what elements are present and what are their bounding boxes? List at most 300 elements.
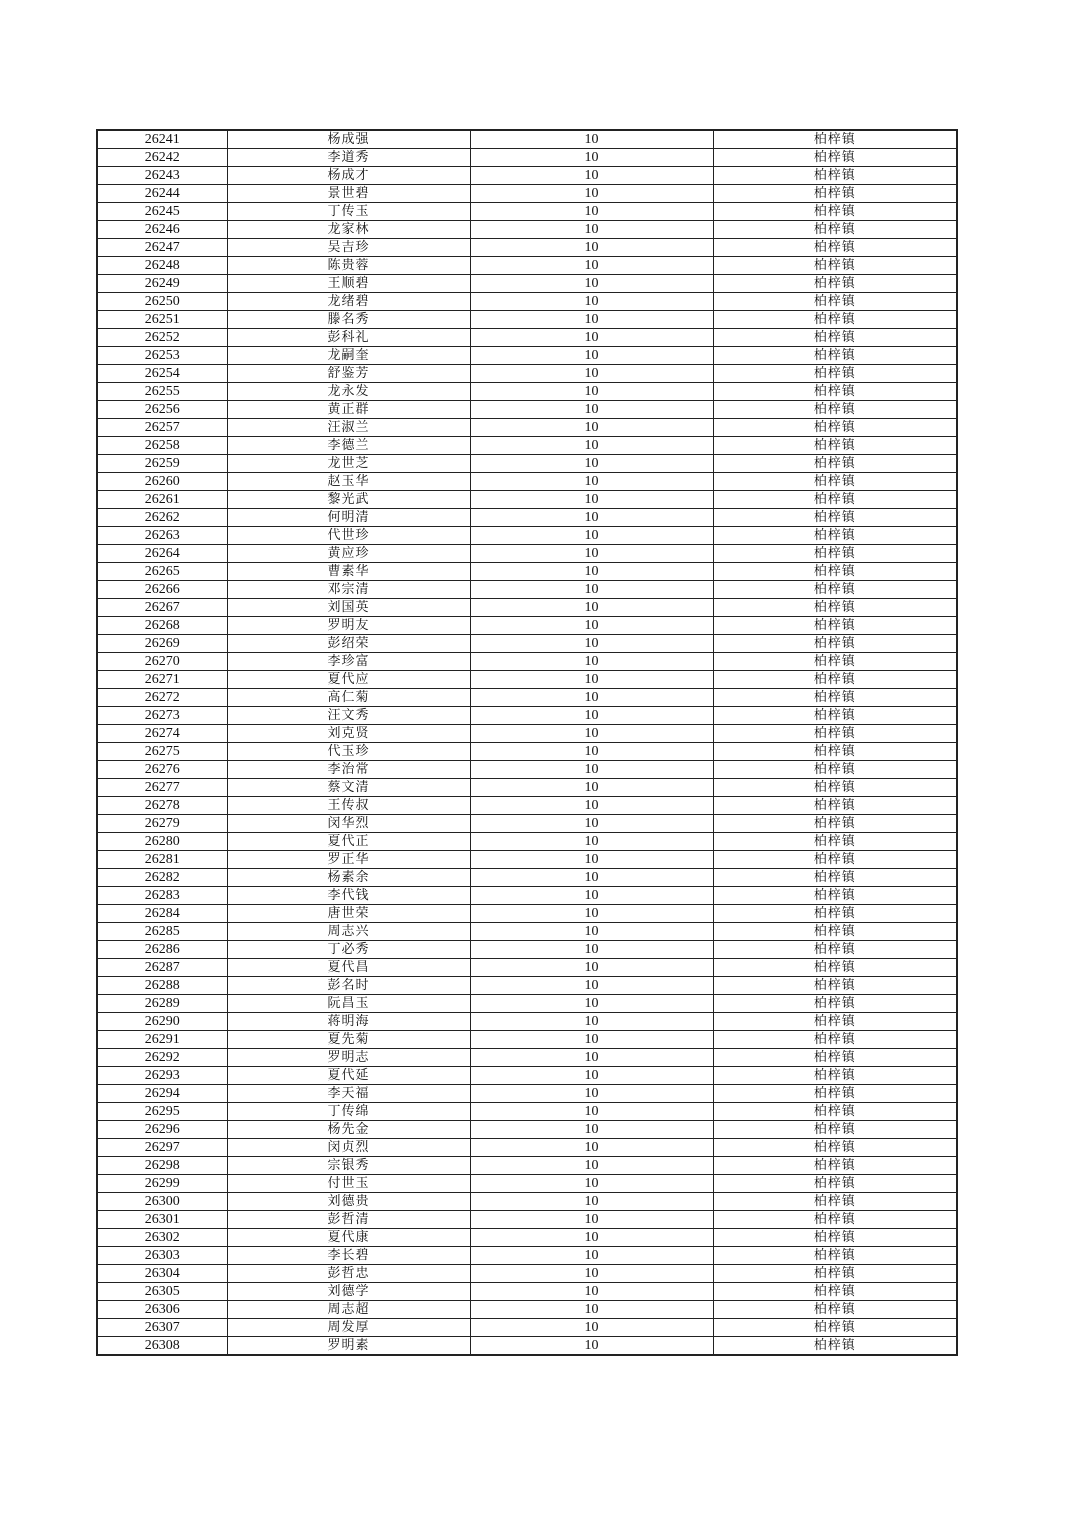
row-amount-cell: 10: [470, 1247, 713, 1265]
table-row: [97, 1067, 957, 1085]
row-amount-cell: 10: [470, 347, 713, 365]
row-name-cell: 代世珍: [227, 527, 470, 545]
row-amount-cell: 10: [470, 509, 713, 527]
row-town-cell: 柏梓镇: [713, 419, 957, 437]
row-id-cell: 26308: [97, 1337, 227, 1356]
row-amount-cell: 10: [470, 527, 713, 545]
row-id-cell: 26293: [97, 1067, 227, 1085]
row-amount-cell: 10: [470, 239, 713, 257]
table-row: [97, 761, 957, 779]
row-name-cell: 高仁菊: [227, 689, 470, 707]
row-amount-cell: 10: [470, 599, 713, 617]
row-town-cell: 柏梓镇: [713, 617, 957, 635]
table-row: [97, 1247, 957, 1265]
row-name-cell: 彭哲忠: [227, 1265, 470, 1283]
row-town-cell: 柏梓镇: [713, 635, 957, 653]
row-name-cell: 滕名秀: [227, 311, 470, 329]
row-amount-cell: 10: [470, 1121, 713, 1139]
row-name-cell: 蒋明海: [227, 1013, 470, 1031]
table-row: [97, 455, 957, 473]
row-amount-cell: 10: [470, 1013, 713, 1031]
row-town-cell: 柏梓镇: [713, 1031, 957, 1049]
row-name-cell: 杨成强: [227, 130, 470, 149]
row-name-cell: 周志超: [227, 1301, 470, 1319]
row-town-cell: 柏梓镇: [713, 1337, 957, 1356]
row-amount-cell: 10: [470, 149, 713, 167]
table-row: [97, 797, 957, 815]
row-id-cell: 26301: [97, 1211, 227, 1229]
row-name-cell: 李治常: [227, 761, 470, 779]
row-name-cell: 汪淑兰: [227, 419, 470, 437]
row-name-cell: 罗明友: [227, 617, 470, 635]
row-id-cell: 26303: [97, 1247, 227, 1265]
row-amount-cell: 10: [470, 761, 713, 779]
row-town-cell: 柏梓镇: [713, 1211, 957, 1229]
row-amount-cell: 10: [470, 311, 713, 329]
row-town-cell: 柏梓镇: [713, 1283, 957, 1301]
table-row: [97, 311, 957, 329]
row-town-cell: 柏梓镇: [713, 1121, 957, 1139]
row-id-cell: 26259: [97, 455, 227, 473]
table-row: [97, 1229, 957, 1247]
row-id-cell: 26294: [97, 1085, 227, 1103]
table-row: [97, 995, 957, 1013]
row-town-cell: 柏梓镇: [713, 1103, 957, 1121]
row-id-cell: 26256: [97, 401, 227, 419]
row-amount-cell: 10: [470, 743, 713, 761]
table-row: [97, 653, 957, 671]
row-id-cell: 26286: [97, 941, 227, 959]
row-id-cell: 26278: [97, 797, 227, 815]
table-row: [97, 1337, 957, 1356]
table-row: [97, 437, 957, 455]
row-id-cell: 26289: [97, 995, 227, 1013]
row-amount-cell: 10: [470, 130, 713, 149]
row-id-cell: 26292: [97, 1049, 227, 1067]
row-town-cell: 柏梓镇: [713, 653, 957, 671]
row-name-cell: 黄应珍: [227, 545, 470, 563]
row-town-cell: 柏梓镇: [713, 887, 957, 905]
row-town-cell: 柏梓镇: [713, 1319, 957, 1337]
row-amount-cell: 10: [470, 185, 713, 203]
row-town-cell: 柏梓镇: [713, 995, 957, 1013]
row-id-cell: 26248: [97, 257, 227, 275]
row-town-cell: 柏梓镇: [713, 581, 957, 599]
row-name-cell: 代玉珍: [227, 743, 470, 761]
table-row: [97, 1139, 957, 1157]
table-row: [97, 1265, 957, 1283]
table-row: [97, 293, 957, 311]
table-row: [97, 923, 957, 941]
row-town-cell: 柏梓镇: [713, 365, 957, 383]
row-town-cell: 柏梓镇: [713, 347, 957, 365]
row-amount-cell: 10: [470, 617, 713, 635]
table-row: [97, 1175, 957, 1193]
row-amount-cell: 10: [470, 635, 713, 653]
row-town-cell: 柏梓镇: [713, 473, 957, 491]
row-town-cell: 柏梓镇: [713, 779, 957, 797]
row-id-cell: 26258: [97, 437, 227, 455]
row-town-cell: 柏梓镇: [713, 130, 957, 149]
row-name-cell: 夏代延: [227, 1067, 470, 1085]
row-name-cell: 彭哲清: [227, 1211, 470, 1229]
row-id-cell: 26302: [97, 1229, 227, 1247]
row-name-cell: 夏先菊: [227, 1031, 470, 1049]
row-id-cell: 26267: [97, 599, 227, 617]
row-amount-cell: 10: [470, 1337, 713, 1356]
row-amount-cell: 10: [470, 473, 713, 491]
table-row: [97, 347, 957, 365]
row-name-cell: 唐世荣: [227, 905, 470, 923]
row-town-cell: 柏梓镇: [713, 797, 957, 815]
table-row: [97, 581, 957, 599]
table-row: [97, 1013, 957, 1031]
row-name-cell: 王传叔: [227, 797, 470, 815]
row-town-cell: 柏梓镇: [713, 1049, 957, 1067]
row-amount-cell: 10: [470, 437, 713, 455]
row-town-cell: 柏梓镇: [713, 149, 957, 167]
row-id-cell: 26284: [97, 905, 227, 923]
table-row: [97, 509, 957, 527]
row-town-cell: 柏梓镇: [713, 1139, 957, 1157]
table-row: [97, 887, 957, 905]
row-amount-cell: 10: [470, 833, 713, 851]
table-row: [97, 689, 957, 707]
row-town-cell: 柏梓镇: [713, 833, 957, 851]
row-amount-cell: 10: [470, 581, 713, 599]
row-name-cell: 汪文秀: [227, 707, 470, 725]
table-body: [97, 130, 957, 1355]
row-town-cell: 柏梓镇: [713, 1229, 957, 1247]
table-row: [97, 869, 957, 887]
row-name-cell: 闵贞烈: [227, 1139, 470, 1157]
row-amount-cell: 10: [470, 167, 713, 185]
table-row: [97, 527, 957, 545]
row-name-cell: 龙永发: [227, 383, 470, 401]
row-amount-cell: 10: [470, 671, 713, 689]
row-name-cell: 蔡文清: [227, 779, 470, 797]
row-amount-cell: 10: [470, 221, 713, 239]
row-name-cell: 夏代正: [227, 833, 470, 851]
row-id-cell: 26298: [97, 1157, 227, 1175]
row-id-cell: 26279: [97, 815, 227, 833]
row-amount-cell: 10: [470, 887, 713, 905]
row-amount-cell: 10: [470, 869, 713, 887]
row-id-cell: 26273: [97, 707, 227, 725]
table-row: [97, 635, 957, 653]
row-name-cell: 邓宗清: [227, 581, 470, 599]
table-row: [97, 671, 957, 689]
row-id-cell: 26266: [97, 581, 227, 599]
row-id-cell: 26264: [97, 545, 227, 563]
row-name-cell: 罗正华: [227, 851, 470, 869]
row-amount-cell: 10: [470, 419, 713, 437]
row-id-cell: 26274: [97, 725, 227, 743]
row-town-cell: 柏梓镇: [713, 167, 957, 185]
row-name-cell: 黄正群: [227, 401, 470, 419]
row-amount-cell: 10: [470, 1085, 713, 1103]
row-town-cell: 柏梓镇: [713, 239, 957, 257]
row-id-cell: 26300: [97, 1193, 227, 1211]
row-name-cell: 宗银秀: [227, 1157, 470, 1175]
row-amount-cell: 10: [470, 383, 713, 401]
row-amount-cell: 10: [470, 923, 713, 941]
row-id-cell: 26245: [97, 203, 227, 221]
table-row: [97, 491, 957, 509]
table-row: [97, 743, 957, 761]
row-id-cell: 26268: [97, 617, 227, 635]
table-row: [97, 941, 957, 959]
row-name-cell: 罗明志: [227, 1049, 470, 1067]
table-row: [97, 1121, 957, 1139]
table-row: [97, 545, 957, 563]
row-id-cell: 26275: [97, 743, 227, 761]
row-town-cell: 柏梓镇: [713, 1067, 957, 1085]
row-amount-cell: 10: [470, 1283, 713, 1301]
row-name-cell: 王顺碧: [227, 275, 470, 293]
row-id-cell: 26272: [97, 689, 227, 707]
table-row: [97, 130, 957, 149]
row-town-cell: 柏梓镇: [713, 1265, 957, 1283]
row-id-cell: 26241: [97, 130, 227, 149]
row-amount-cell: 10: [470, 905, 713, 923]
row-name-cell: 彭科礼: [227, 329, 470, 347]
row-town-cell: 柏梓镇: [713, 401, 957, 419]
row-id-cell: 26262: [97, 509, 227, 527]
table-row: [97, 851, 957, 869]
row-town-cell: 柏梓镇: [713, 977, 957, 995]
row-amount-cell: 10: [470, 1067, 713, 1085]
table-row: [97, 1301, 957, 1319]
row-name-cell: 龙嗣奎: [227, 347, 470, 365]
table-row: [97, 1085, 957, 1103]
row-id-cell: 26249: [97, 275, 227, 293]
row-id-cell: 26263: [97, 527, 227, 545]
row-amount-cell: 10: [470, 1139, 713, 1157]
row-id-cell: 26250: [97, 293, 227, 311]
row-name-cell: 杨成才: [227, 167, 470, 185]
table-row: [97, 1211, 957, 1229]
row-name-cell: 彭绍荣: [227, 635, 470, 653]
row-town-cell: 柏梓镇: [713, 689, 957, 707]
row-amount-cell: 10: [470, 941, 713, 959]
table-row: [97, 1103, 957, 1121]
row-town-cell: 柏梓镇: [713, 1157, 957, 1175]
row-amount-cell: 10: [470, 203, 713, 221]
row-name-cell: 李长碧: [227, 1247, 470, 1265]
table-row: [97, 329, 957, 347]
row-amount-cell: 10: [470, 815, 713, 833]
row-town-cell: 柏梓镇: [713, 311, 957, 329]
row-name-cell: 吴吉珍: [227, 239, 470, 257]
row-id-cell: 26304: [97, 1265, 227, 1283]
data-table: [96, 129, 958, 1356]
row-town-cell: 柏梓镇: [713, 1247, 957, 1265]
row-id-cell: 26261: [97, 491, 227, 509]
table-row: [97, 977, 957, 995]
table-row: [97, 239, 957, 257]
row-id-cell: 26251: [97, 311, 227, 329]
table-row: [97, 221, 957, 239]
row-id-cell: 26246: [97, 221, 227, 239]
row-name-cell: 舒鉴芳: [227, 365, 470, 383]
row-id-cell: 26254: [97, 365, 227, 383]
row-town-cell: 柏梓镇: [713, 563, 957, 581]
row-town-cell: 柏梓镇: [713, 257, 957, 275]
row-id-cell: 26255: [97, 383, 227, 401]
row-name-cell: 彭名时: [227, 977, 470, 995]
row-amount-cell: 10: [470, 329, 713, 347]
row-name-cell: 龙家林: [227, 221, 470, 239]
row-amount-cell: 10: [470, 545, 713, 563]
table-row: [97, 275, 957, 293]
table-row: [97, 779, 957, 797]
row-name-cell: 刘克贤: [227, 725, 470, 743]
row-amount-cell: 10: [470, 977, 713, 995]
row-amount-cell: 10: [470, 1211, 713, 1229]
row-town-cell: 柏梓镇: [713, 959, 957, 977]
row-id-cell: 26307: [97, 1319, 227, 1337]
row-town-cell: 柏梓镇: [713, 1085, 957, 1103]
table-row: [97, 1157, 957, 1175]
row-town-cell: 柏梓镇: [713, 509, 957, 527]
row-amount-cell: 10: [470, 1157, 713, 1175]
table-row: [97, 563, 957, 581]
row-name-cell: 付世玉: [227, 1175, 470, 1193]
table-row: [97, 599, 957, 617]
row-town-cell: 柏梓镇: [713, 1301, 957, 1319]
row-name-cell: 夏代应: [227, 671, 470, 689]
row-amount-cell: 10: [470, 1301, 713, 1319]
table-row: [97, 365, 957, 383]
row-id-cell: 26253: [97, 347, 227, 365]
row-id-cell: 26270: [97, 653, 227, 671]
row-town-cell: 柏梓镇: [713, 905, 957, 923]
row-amount-cell: 10: [470, 491, 713, 509]
row-id-cell: 26271: [97, 671, 227, 689]
table-row: [97, 1283, 957, 1301]
row-amount-cell: 10: [470, 1265, 713, 1283]
table-row: [97, 1031, 957, 1049]
row-name-cell: 李天福: [227, 1085, 470, 1103]
table-row: [97, 707, 957, 725]
row-amount-cell: 10: [470, 275, 713, 293]
row-town-cell: 柏梓镇: [713, 815, 957, 833]
row-amount-cell: 10: [470, 653, 713, 671]
row-id-cell: 26280: [97, 833, 227, 851]
row-amount-cell: 10: [470, 1229, 713, 1247]
row-name-cell: 夏代康: [227, 1229, 470, 1247]
row-name-cell: 李代钱: [227, 887, 470, 905]
row-amount-cell: 10: [470, 365, 713, 383]
row-town-cell: 柏梓镇: [713, 923, 957, 941]
row-town-cell: 柏梓镇: [713, 941, 957, 959]
table-row: [97, 1193, 957, 1211]
row-name-cell: 李道秀: [227, 149, 470, 167]
row-town-cell: 柏梓镇: [713, 221, 957, 239]
row-name-cell: 刘德学: [227, 1283, 470, 1301]
row-id-cell: 26252: [97, 329, 227, 347]
row-id-cell: 26265: [97, 563, 227, 581]
row-name-cell: 丁传绵: [227, 1103, 470, 1121]
row-name-cell: 李德兰: [227, 437, 470, 455]
row-id-cell: 26296: [97, 1121, 227, 1139]
row-town-cell: 柏梓镇: [713, 491, 957, 509]
row-name-cell: 周发厚: [227, 1319, 470, 1337]
row-id-cell: 26243: [97, 167, 227, 185]
row-town-cell: 柏梓镇: [713, 203, 957, 221]
row-id-cell: 26297: [97, 1139, 227, 1157]
row-town-cell: 柏梓镇: [713, 671, 957, 689]
row-id-cell: 26242: [97, 149, 227, 167]
table-row: [97, 383, 957, 401]
table-row: [97, 167, 957, 185]
row-town-cell: 柏梓镇: [713, 293, 957, 311]
row-id-cell: 26285: [97, 923, 227, 941]
row-town-cell: 柏梓镇: [713, 851, 957, 869]
row-id-cell: 26282: [97, 869, 227, 887]
row-town-cell: 柏梓镇: [713, 527, 957, 545]
row-town-cell: 柏梓镇: [713, 1175, 957, 1193]
row-town-cell: 柏梓镇: [713, 185, 957, 203]
row-id-cell: 26281: [97, 851, 227, 869]
row-id-cell: 26306: [97, 1301, 227, 1319]
row-id-cell: 26305: [97, 1283, 227, 1301]
row-amount-cell: 10: [470, 293, 713, 311]
row-town-cell: 柏梓镇: [713, 437, 957, 455]
row-amount-cell: 10: [470, 995, 713, 1013]
row-amount-cell: 10: [470, 1049, 713, 1067]
row-name-cell: 李珍富: [227, 653, 470, 671]
row-town-cell: 柏梓镇: [713, 545, 957, 563]
row-amount-cell: 10: [470, 1319, 713, 1337]
row-amount-cell: 10: [470, 779, 713, 797]
row-name-cell: 赵玉华: [227, 473, 470, 491]
table-row: [97, 833, 957, 851]
row-town-cell: 柏梓镇: [713, 1013, 957, 1031]
row-amount-cell: 10: [470, 1193, 713, 1211]
row-id-cell: 26244: [97, 185, 227, 203]
row-name-cell: 周志兴: [227, 923, 470, 941]
row-amount-cell: 10: [470, 257, 713, 275]
row-id-cell: 26257: [97, 419, 227, 437]
table-row: [97, 1049, 957, 1067]
row-town-cell: 柏梓镇: [713, 761, 957, 779]
row-name-cell: 陈贵蓉: [227, 257, 470, 275]
row-name-cell: 杨先金: [227, 1121, 470, 1139]
row-name-cell: 闵华烈: [227, 815, 470, 833]
row-amount-cell: 10: [470, 401, 713, 419]
row-id-cell: 26287: [97, 959, 227, 977]
table-row: [97, 905, 957, 923]
table-row: [97, 185, 957, 203]
row-amount-cell: 10: [470, 797, 713, 815]
table-row: [97, 149, 957, 167]
row-id-cell: 26277: [97, 779, 227, 797]
row-id-cell: 26276: [97, 761, 227, 779]
table-row: [97, 725, 957, 743]
row-amount-cell: 10: [470, 1175, 713, 1193]
row-name-cell: 杨素余: [227, 869, 470, 887]
row-name-cell: 阮昌玉: [227, 995, 470, 1013]
row-amount-cell: 10: [470, 455, 713, 473]
row-id-cell: 26283: [97, 887, 227, 905]
row-name-cell: 曹素华: [227, 563, 470, 581]
table-row: [97, 401, 957, 419]
row-amount-cell: 10: [470, 1031, 713, 1049]
row-id-cell: 26269: [97, 635, 227, 653]
row-id-cell: 26290: [97, 1013, 227, 1031]
